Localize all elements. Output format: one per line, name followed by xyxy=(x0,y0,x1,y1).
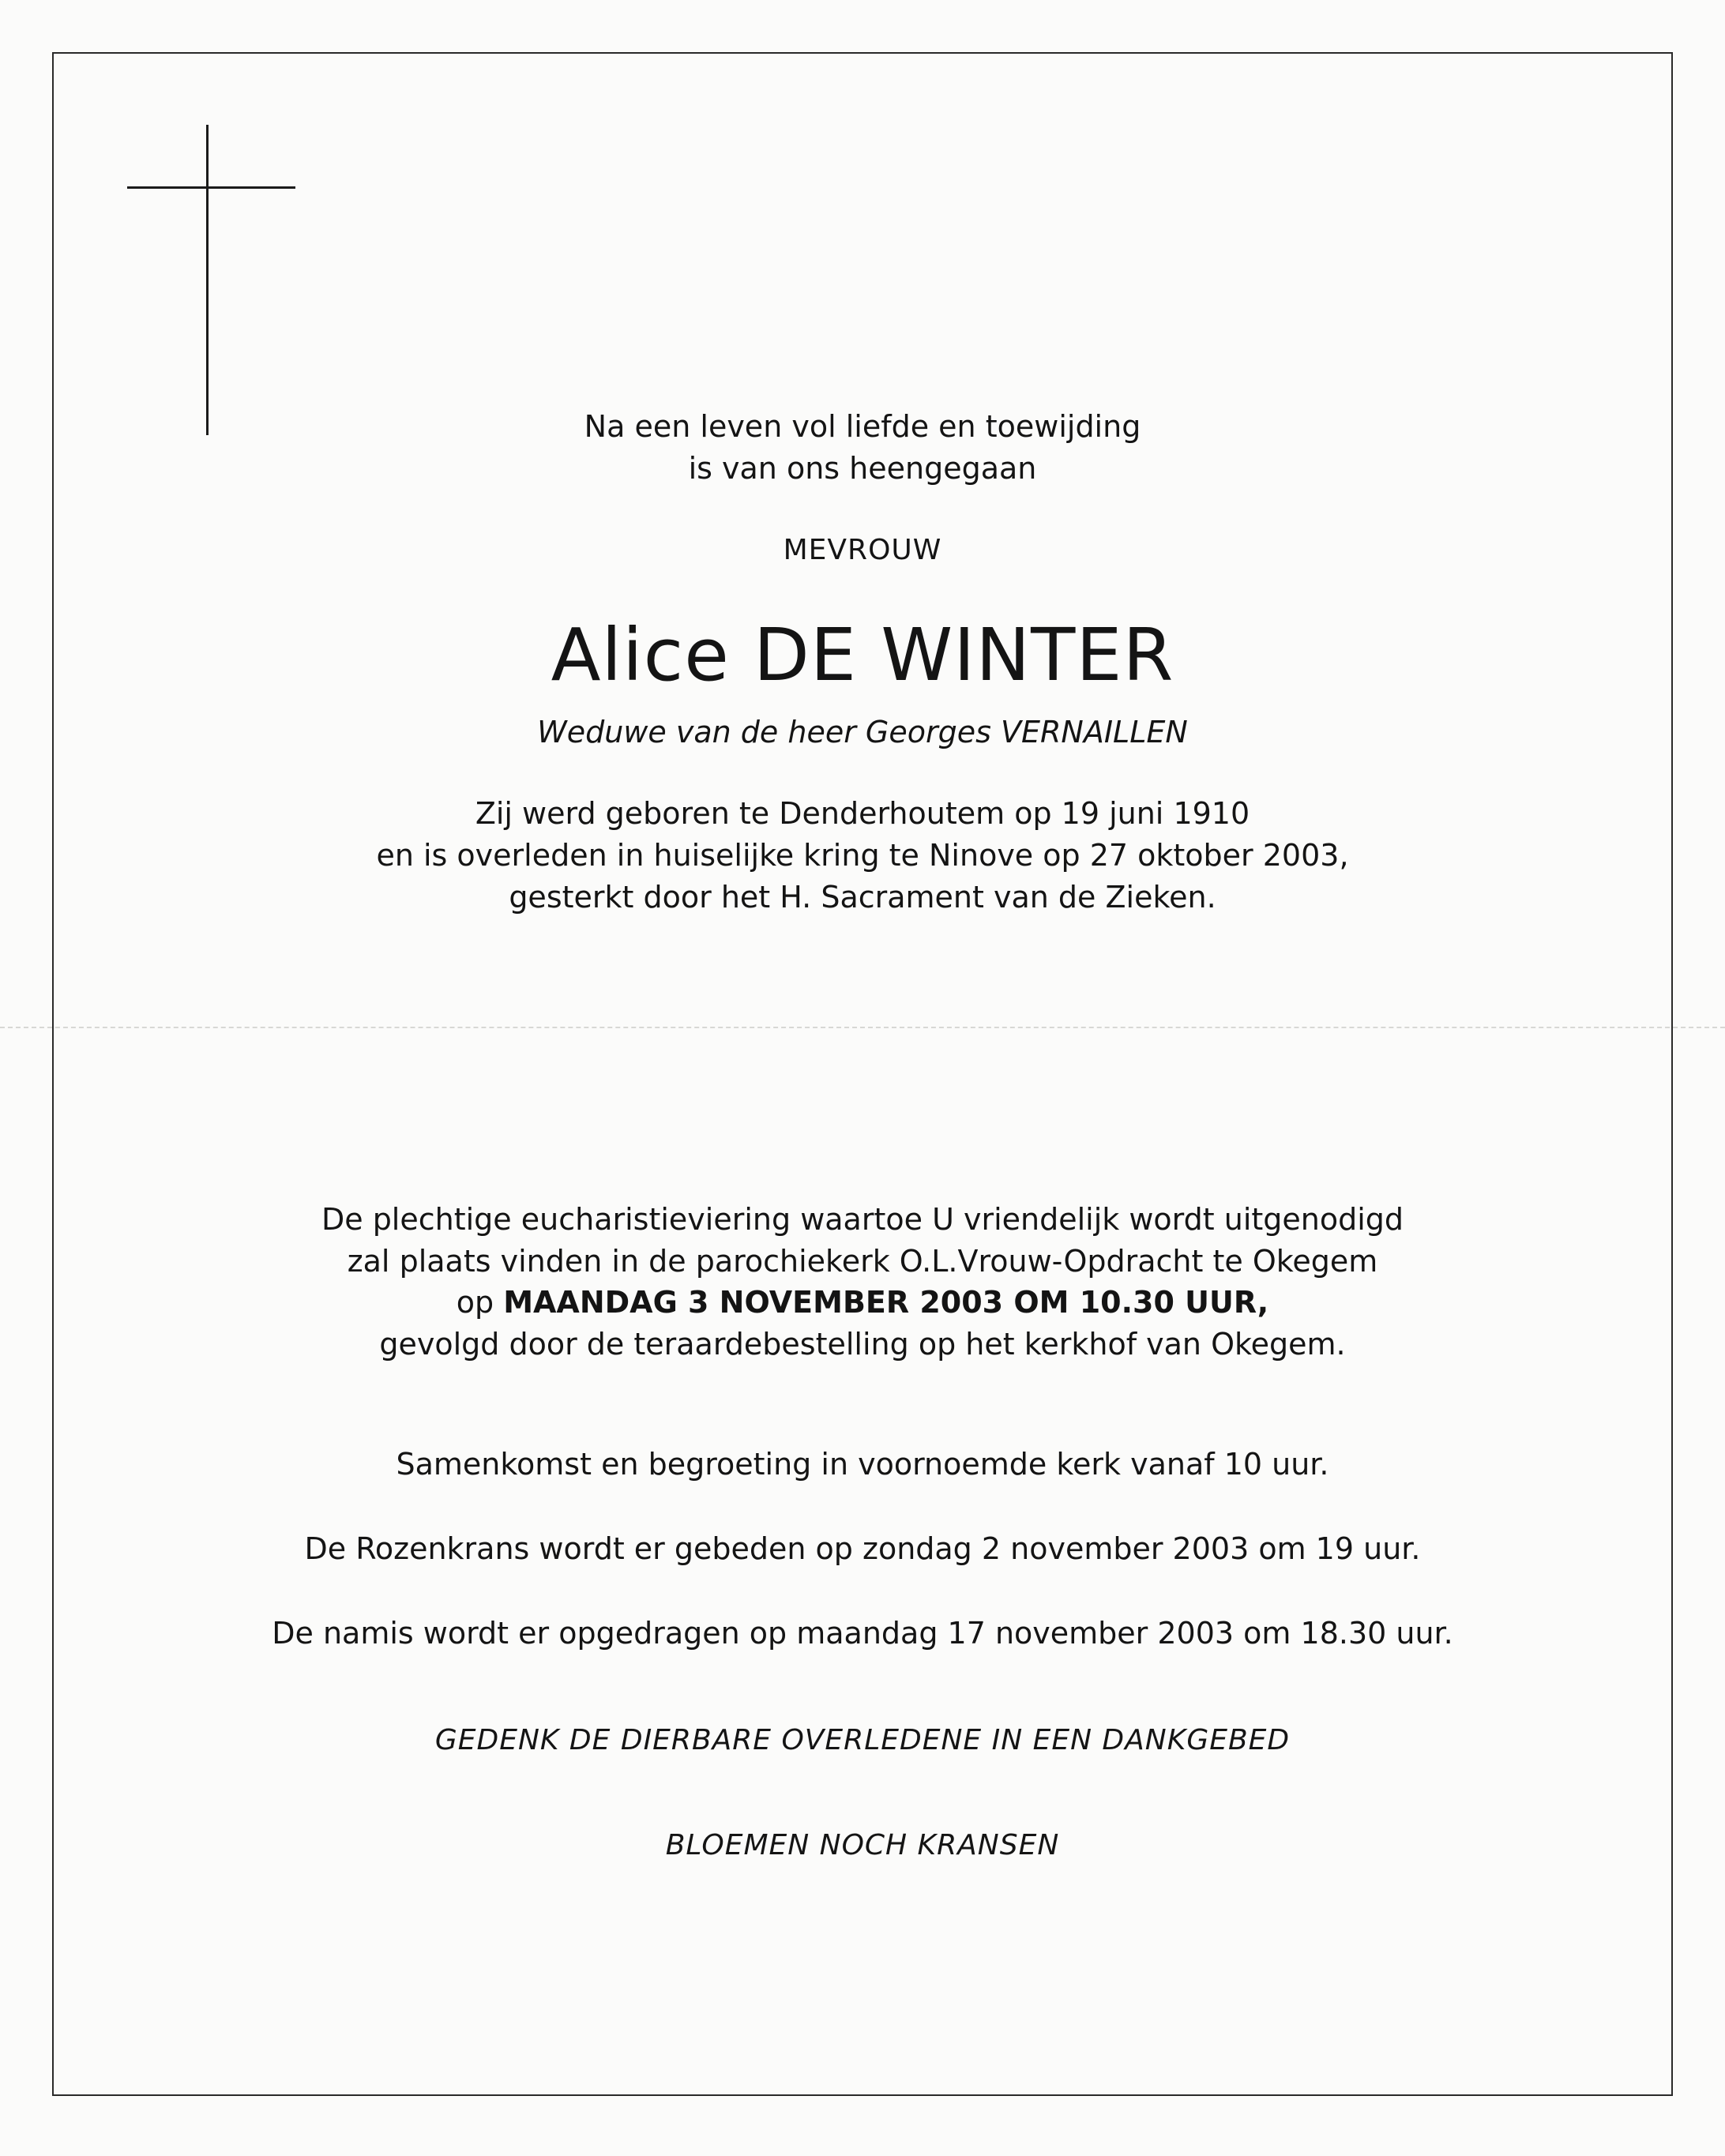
memorial-mass-notice: De namis wordt er opgedragen op maandag 17 november 2003 om 18.30 uur. xyxy=(272,1616,1453,1651)
widow-of: Weduwe van de heer Georges VERNAILLEN xyxy=(537,715,1188,749)
gathering-notice: Samenkomst en begroeting in voornoemde kerk vanaf 10 uur. xyxy=(396,1447,1329,1482)
death-line: en is overleden in huiselijke kring te Ninove op 27 oktober 2003, xyxy=(376,838,1349,873)
ceremony-line-3-prefix: op xyxy=(456,1285,494,1320)
rosary-notice: De Rozenkrans wordt er gebeden op zondag 2 november 2003 om 19 uur. xyxy=(304,1531,1421,1566)
ceremony-date-time: MAANDAG 3 NOVEMBER 2003 OM 10.30 UUR, xyxy=(503,1285,1269,1320)
cross-icon xyxy=(206,125,209,435)
cross-icon-bar xyxy=(127,186,295,189)
ceremony-line-3 xyxy=(52,1283,1673,1321)
deceased-name: Alice DE WINTER xyxy=(551,613,1174,697)
ceremony-line-2: zal plaats vinden in de parochiekerk O.L.Vrouw-Opdracht te Okegem xyxy=(347,1244,1378,1279)
birth-line: Zij werd geboren te Denderhoutem op 19 juni 1910 xyxy=(475,796,1250,831)
no-flowers: BLOEMEN NOCH KRANSEN xyxy=(665,1829,1060,1861)
remember-prayer: GEDENK DE DIERBARE OVERLEDENE IN EEN DANKGEBED xyxy=(434,1724,1291,1756)
ceremony-line-4: gevolgd door de teraardebestelling op het kerkhof van Okegem. xyxy=(379,1327,1346,1362)
intro-line-2: is van ons heengegaan xyxy=(688,451,1037,486)
salutation: MEVROUW xyxy=(783,534,942,566)
sacrament-line: gesterkt door het H. Sacrament van de Zieken. xyxy=(509,880,1216,915)
intro-line-1: Na een leven vol liefde en toewijding xyxy=(584,409,1141,444)
ceremony-line-1: De plechtige eucharistieviering waartoe U vriendelijk wordt uitgenodigd xyxy=(321,1202,1404,1237)
fold-line xyxy=(0,1027,1725,1028)
card-border xyxy=(52,52,1673,2096)
